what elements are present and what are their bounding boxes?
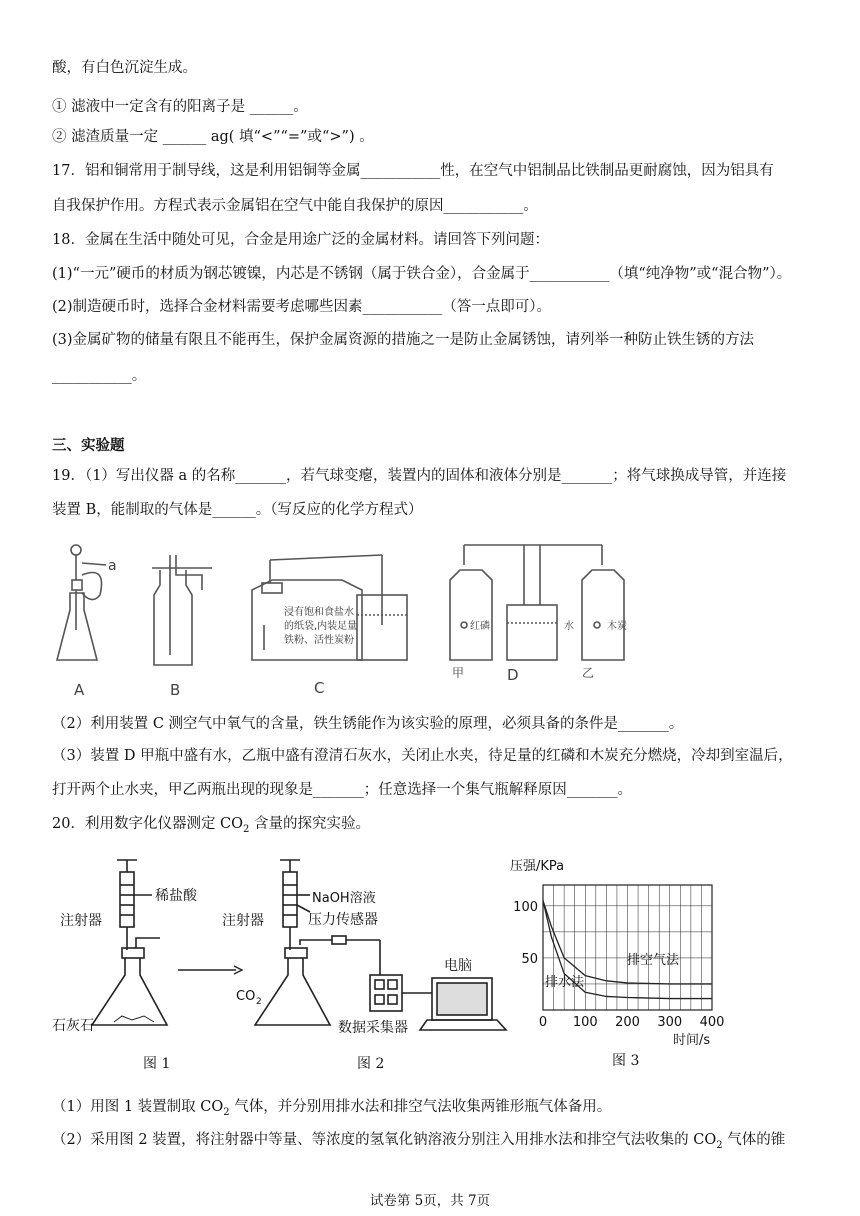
q20-1-text: （1）用图 1 装置制取 CO: [52, 1099, 224, 1115]
question-19-part1-line2: 装置 B，能制取的气体是______。（写反应的化学方程式）: [52, 502, 423, 518]
apparatus-b: [152, 555, 212, 665]
figure-1: [52, 850, 222, 1050]
q20-text: 20．利用数字化仪器测定 CO: [52, 816, 244, 832]
question-blank-mass: ② 滤渣质量一定 ______ ag( 填“<”“=”或“>”) 。: [52, 129, 374, 145]
label-a: a: [108, 558, 117, 574]
figure-3-caption: 图 3: [612, 1053, 640, 1069]
question-18-part1: (1)“一元”硬币的材质为钢芯镀镍，内芯是不锈钢（属于铁合金），合金属于___________（填“纯净物”或“混合物”）。: [52, 266, 792, 282]
label-yi: 乙: [582, 666, 595, 680]
question-18-part3-blank: ___________。: [52, 368, 147, 384]
label-red-phosphorus: 红磷: [470, 621, 490, 632]
apparatus-a: [57, 545, 117, 660]
question-19-part1-line1: 19．（1）写出仪器 a 的名称_______，若气球变瘪，装置内的固体和液体分别是_______；将气球换成导管，并连接: [52, 468, 787, 484]
label-limestone: 石灰石: [52, 1018, 94, 1034]
label-co2-sub: 2: [256, 997, 262, 1007]
chart-ylabel: 压强/KPa: [510, 859, 565, 874]
apparatus-c-note: 的纸袋,内装足量: [284, 621, 358, 632]
label-syringe: 注射器: [222, 913, 264, 929]
label-syringe: 注射器: [60, 913, 102, 929]
question-18-part3: (3)金属矿物的储量有限且不能再生，保护金属资源的措施之一是防止金属锈蚀，请列举一种防止铁生锈的方法: [52, 332, 755, 348]
figure-2-caption: 图 2: [357, 1056, 385, 1072]
label-jia: 甲: [452, 666, 465, 680]
q20-2-text: （2）采用图 2 装置，将注射器中等量、等浓度的氢氧化钠溶液分别注入用排水法和排空气法收集的 CO: [52, 1132, 717, 1148]
question-20-part2: [52, 1130, 785, 1150]
page-footer: 试卷第 5页，共 7页: [369, 1193, 491, 1209]
label-acid: 稀盐酸: [155, 888, 197, 904]
figure-1-caption: 图 1: [143, 1056, 171, 1072]
question-19-part2: （2）利用装置 C 测空气中氧气的含量，铁生锈能作为该实验的原理，必须具备的条件是_______。: [52, 716, 684, 732]
series-label-water: 排水法: [545, 975, 585, 990]
chart-xlabel: 时间/s: [673, 1033, 711, 1048]
question-17-line2: 自我保护作用。方程式表示金属铝在空气中能自我保护的原因___________。: [52, 198, 538, 214]
y-tick-label: 100: [513, 899, 538, 915]
question-18-part2: (2)制造硬币时，选择合金材料需要考虑哪些因素___________（答一点即可）。: [52, 299, 552, 315]
figure-label-a: A: [74, 681, 85, 699]
question-17-line1: 17．铝和铜常用于制导线，这是利用铝铜等金属___________性，在空气中铝制品比铁制品更耐腐蚀，因为铝具有: [52, 163, 774, 179]
apparatus-c-note: 铁粉、活性炭粉: [284, 635, 354, 646]
figure-label-d: D: [507, 666, 519, 684]
figure-2: [222, 850, 512, 1050]
q20-1-sub: 2: [223, 1106, 230, 1118]
q20-2-sub: 2: [716, 1139, 723, 1151]
label-computer: 电脑: [444, 958, 472, 974]
series-label-air: 排空气法: [627, 953, 680, 968]
q20-2-text: 气体的锥: [722, 1132, 786, 1148]
label-charcoal: 木炭: [607, 621, 627, 632]
section-title: 三、实验题: [52, 437, 125, 454]
figure-label-b: B: [170, 681, 181, 699]
x-tick-label: 300: [657, 1015, 683, 1030]
apparatus-c: [252, 555, 407, 660]
pressure-chart: [500, 850, 740, 1050]
figure-3-chart: [500, 850, 740, 1050]
label-co2: CO: [236, 989, 256, 1004]
x-tick-label: 100: [572, 1015, 598, 1030]
question-19-part3-line2: 打开两个止水夹，甲乙两瓶出现的现象是_______；任意选择一个集气瓶解释原因_______。: [52, 782, 632, 798]
apparatus-c-note: 浸有饱和食盐水: [284, 607, 354, 618]
label-pressure-sensor: 压力传感器: [308, 912, 378, 928]
apparatus-figure-19: [52, 535, 652, 705]
label-naoh: NaOH溶液: [312, 891, 376, 906]
apparatus-d: [450, 545, 627, 680]
q20-text: 含量的探究实验。: [249, 816, 371, 832]
y-tick-label: 50: [521, 951, 538, 967]
figure-label-c: C: [314, 679, 325, 697]
x-tick-label: 0: [538, 1015, 548, 1030]
question-19-part3-line1: （3）装置 D 甲瓶中盛有水，乙瓶中盛有澄清石灰水，关闭止水夹，待足量的红磷和木炭充分燃烧，冷却到室温后，: [52, 748, 793, 764]
x-tick-label: 400: [699, 1015, 725, 1030]
question-20-stem: [52, 814, 370, 834]
question-18-stem: 18．金属在生活中随处可见，合金是用途广泛的金属材料。请回答下列问题：: [52, 232, 549, 248]
q20-1-text: 气体，并分别用排水法和排空气法收集两锥形瓶气体备用。: [229, 1099, 612, 1115]
question-blank-cation: ① 滤液中一定含有的阳离子是 ______。: [52, 99, 308, 115]
text-line: 酸，有白色沉淀生成。: [52, 60, 197, 76]
q20-sub: 2: [243, 823, 250, 835]
label-water: 水: [564, 621, 574, 632]
x-tick-label: 200: [615, 1015, 640, 1030]
label-data-collector: 数据采集器: [338, 1020, 408, 1036]
question-20-part1: [52, 1097, 611, 1117]
